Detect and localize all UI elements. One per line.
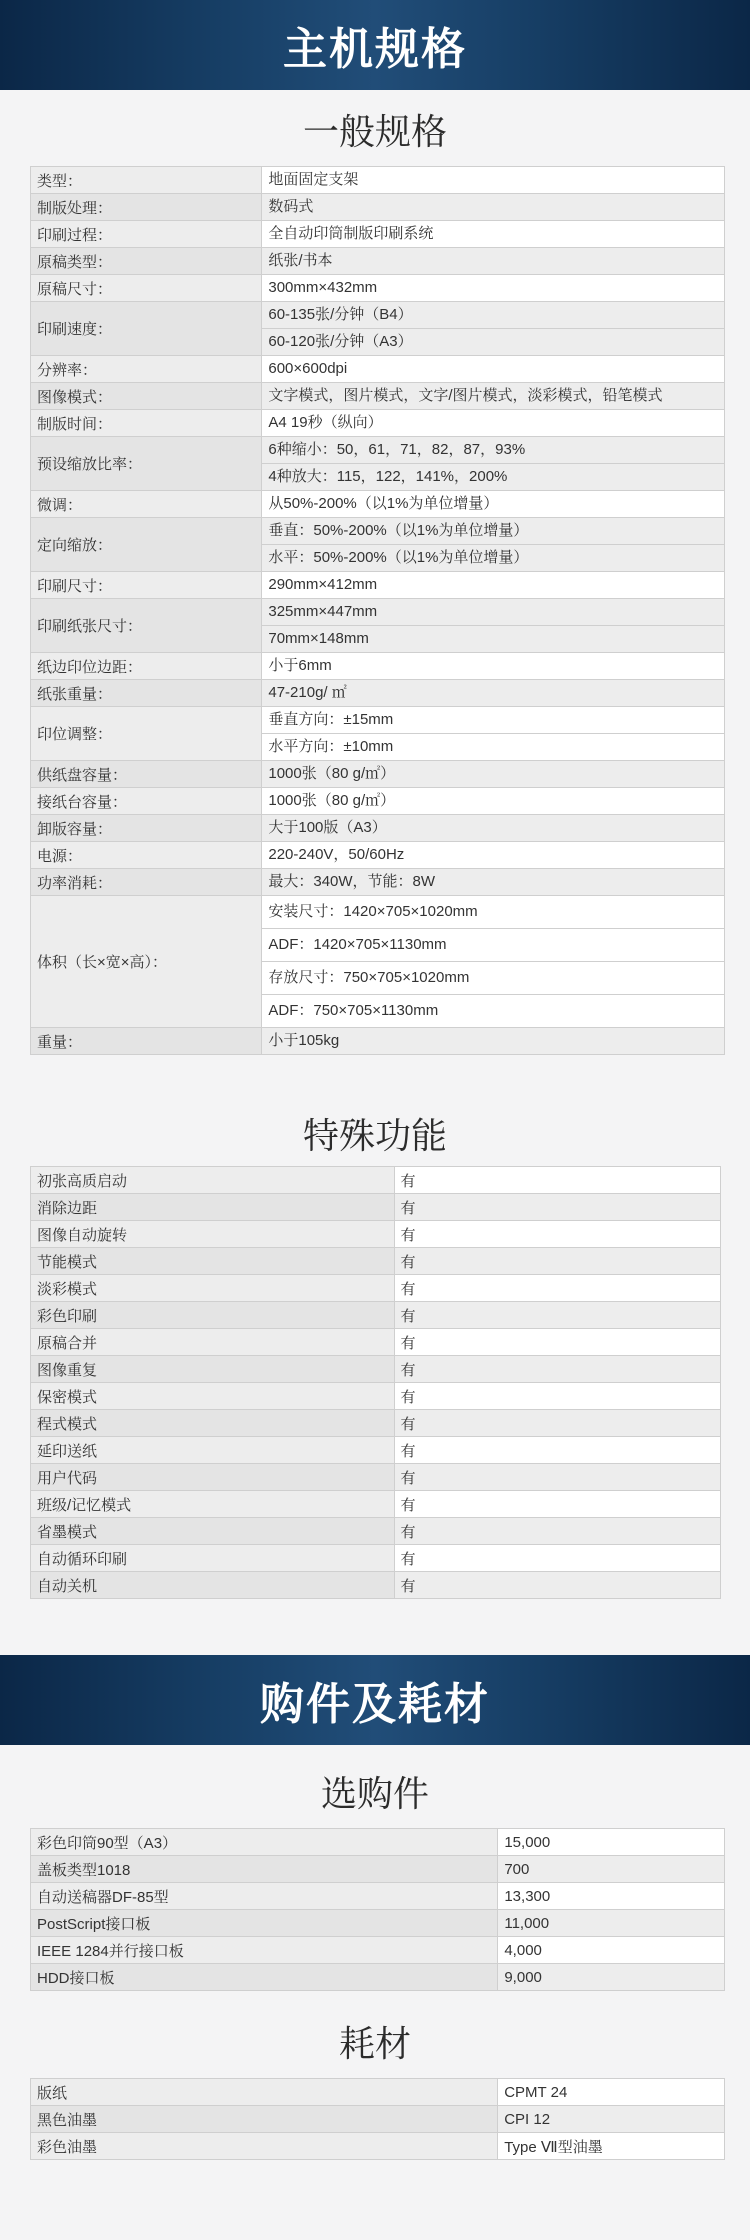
spec-value-cell xyxy=(262,518,725,572)
main-spec-banner xyxy=(0,0,750,90)
special-function-row-label: 自动循环印刷 xyxy=(31,1545,395,1572)
option-row-label: HDD接口板 xyxy=(31,1964,498,1991)
option-row-label: PostScript接口板 xyxy=(31,1910,498,1937)
spec-value-cell xyxy=(262,680,725,707)
spec-value: 垂直：50%-200%（以1%为单位增量） xyxy=(268,522,529,539)
special-function-row-value: 有 xyxy=(394,1221,720,1248)
spec-row xyxy=(31,248,725,275)
spec-value: 1000张（80 g/㎡） xyxy=(268,765,396,782)
spec-value: 数码式 xyxy=(268,198,314,215)
special-function-row-label: 班级/记忆模式 xyxy=(31,1491,395,1518)
spec-value: 325mm×447mm xyxy=(268,603,378,620)
special-function-row xyxy=(31,1167,721,1194)
spec-row xyxy=(31,572,725,599)
spec-value-cell xyxy=(262,653,725,680)
option-row xyxy=(31,1910,725,1937)
spec-value: 纸张/书本 xyxy=(268,252,333,269)
spec-row xyxy=(31,194,725,221)
special-function-row-label: 原稿合并 xyxy=(31,1329,395,1356)
spec-label: 预设缩放比率： xyxy=(31,437,262,491)
spec-value-cell xyxy=(262,356,725,383)
consumable-row-value: CPI 12 xyxy=(498,2106,725,2133)
special-function-row-label: 淡彩模式 xyxy=(31,1275,395,1302)
spec-value: A4 19秒（纵向） xyxy=(268,414,383,431)
special-function-row-value: 有 xyxy=(394,1329,720,1356)
consumables-title: 耗材 xyxy=(338,2024,411,2065)
spec-value-cell xyxy=(262,437,725,491)
special-function-row xyxy=(31,1491,721,1518)
special-function-row-label: 延印送纸 xyxy=(31,1437,395,1464)
special-function-row-value: 有 xyxy=(394,1356,720,1383)
spec-value-cell xyxy=(262,302,725,356)
spec-value-cell xyxy=(262,275,725,302)
special-function-row-label: 消除边距 xyxy=(31,1194,395,1221)
special-function-row xyxy=(31,1275,721,1302)
spec-value: 220-240V，50/60Hz xyxy=(268,846,405,863)
option-row xyxy=(31,1829,725,1856)
spec-value-cell xyxy=(262,761,725,788)
option-row-value: 13,300 xyxy=(498,1883,725,1910)
spec-row xyxy=(31,437,725,491)
spec-value-cell xyxy=(262,707,725,761)
special-function-row-value: 有 xyxy=(394,1464,720,1491)
special-function-row-value: 有 xyxy=(394,1491,720,1518)
spec-value-cell xyxy=(262,410,725,437)
special-function-row xyxy=(31,1356,721,1383)
spec-value: 4种放大：115，122，141%，200% xyxy=(262,463,724,490)
spec-value: 300mm×432mm xyxy=(268,279,378,296)
spec-label: 原稿尺寸： xyxy=(31,275,262,302)
special-function-row-label: 图像重复 xyxy=(31,1356,395,1383)
special-function-row xyxy=(31,1302,721,1329)
spec-row xyxy=(31,167,725,194)
spec-label: 重量： xyxy=(31,1028,262,1055)
special-function-row xyxy=(31,1248,721,1275)
spec-value: 水平方向：±10mm xyxy=(262,733,724,760)
spec-value-cell xyxy=(262,815,725,842)
spec-label: 印刷过程： xyxy=(31,221,262,248)
special-function-row-label: 省墨模式 xyxy=(31,1518,395,1545)
special-function-row-value: 有 xyxy=(394,1302,720,1329)
spec-row xyxy=(31,383,725,410)
option-row xyxy=(31,1856,725,1883)
spec-value: 60-120张/分钟（A3） xyxy=(262,328,724,355)
options-banner-title: 购件及耗材 xyxy=(260,1679,490,1730)
consumables-table xyxy=(30,2078,725,2160)
spec-value: 最大：340W，节能：8W xyxy=(268,873,436,890)
spec-row xyxy=(31,410,725,437)
spec-label: 纸张重量： xyxy=(31,680,262,707)
consumable-row-value: CPMT 24 xyxy=(498,2079,725,2106)
spec-row xyxy=(31,599,725,653)
special-function-row xyxy=(31,1194,721,1221)
spec-value: 存放尺寸：750×705×1020mm xyxy=(262,961,724,994)
spec-row xyxy=(31,761,725,788)
spec-label: 原稿类型： xyxy=(31,248,262,275)
spec-row xyxy=(31,302,725,356)
spec-value: ADF：750×705×1130mm xyxy=(262,994,724,1027)
spec-label: 电源： xyxy=(31,842,262,869)
spec-label: 印刷纸张尺寸： xyxy=(31,599,262,653)
consumable-row-label: 彩色油墨 xyxy=(31,2133,498,2160)
special-function-row-label: 图像自动旋转 xyxy=(31,1221,395,1248)
special-function-row xyxy=(31,1572,721,1599)
spec-row xyxy=(31,356,725,383)
spec-row xyxy=(31,491,725,518)
special-function-row xyxy=(31,1221,721,1248)
option-row-value: 9,000 xyxy=(498,1964,725,1991)
special-function-row-value: 有 xyxy=(394,1518,720,1545)
spec-value-cell xyxy=(262,194,725,221)
spec-label: 图像模式： xyxy=(31,383,262,410)
spec-label: 制版时间： xyxy=(31,410,262,437)
spec-value: 1000张（80 g/㎡） xyxy=(268,792,396,809)
spec-value: 47-210g/ ㎡ xyxy=(268,684,347,701)
special-function-row-value: 有 xyxy=(394,1437,720,1464)
special-function-row xyxy=(31,1410,721,1437)
special-function-row-value: 有 xyxy=(394,1194,720,1221)
spec-value: 70mm×148mm xyxy=(262,625,724,652)
option-row-value: 11,000 xyxy=(498,1910,725,1937)
spec-row xyxy=(31,788,725,815)
spec-row xyxy=(31,275,725,302)
special-function-row-label: 初张高质启动 xyxy=(31,1167,395,1194)
special-function-row-value: 有 xyxy=(394,1572,720,1599)
spec-value-cell xyxy=(262,248,725,275)
spec-label: 印刷速度： xyxy=(31,302,262,356)
special-function-row-label: 彩色印刷 xyxy=(31,1302,395,1329)
special-function-row xyxy=(31,1464,721,1491)
special-function-row-value: 有 xyxy=(394,1410,720,1437)
option-row xyxy=(31,1964,725,1991)
spec-row xyxy=(31,653,725,680)
special-function-table xyxy=(30,1166,721,1599)
special-function-row-value: 有 xyxy=(394,1275,720,1302)
spec-value-cell xyxy=(262,167,725,194)
spec-label: 印刷尺寸： xyxy=(31,572,262,599)
spec-label: 功率消耗： xyxy=(31,869,262,896)
spec-value: 小于6mm xyxy=(268,657,332,674)
spec-value: 垂直方向：±15mm xyxy=(268,711,394,728)
consumable-row xyxy=(31,2133,725,2160)
spec-row xyxy=(31,869,725,896)
spec-value: 290mm×412mm xyxy=(268,576,378,593)
special-function-row-label: 自动关机 xyxy=(31,1572,395,1599)
spec-row xyxy=(31,680,725,707)
special-function-row xyxy=(31,1383,721,1410)
options-title: 选购件 xyxy=(320,1774,429,1815)
option-row-label: 自动送稿器DF-85型 xyxy=(31,1883,498,1910)
consumable-row xyxy=(31,2106,725,2133)
spec-value-cell xyxy=(262,491,725,518)
spec-row xyxy=(31,1028,725,1055)
special-function-row-value: 有 xyxy=(394,1383,720,1410)
spec-label: 供纸盘容量： xyxy=(31,761,262,788)
special-function-row-value: 有 xyxy=(394,1545,720,1572)
spec-label: 卸版容量： xyxy=(31,815,262,842)
option-row-value: 4,000 xyxy=(498,1937,725,1964)
consumable-row-label: 版纸 xyxy=(31,2079,498,2106)
spec-value: 600×600dpi xyxy=(268,360,348,377)
spec-value-cell xyxy=(262,869,725,896)
consumable-row xyxy=(31,2079,725,2106)
spec-label: 微调： xyxy=(31,491,262,518)
spec-label: 纸边印位边距： xyxy=(31,653,262,680)
special-function-title: 特殊功能 xyxy=(302,1116,447,1157)
special-function-row-value: 有 xyxy=(394,1248,720,1275)
spec-label: 印位调整： xyxy=(31,707,262,761)
spec-label: 制版处理： xyxy=(31,194,262,221)
spec-value-cell xyxy=(262,572,725,599)
spec-value-cell xyxy=(262,599,725,653)
option-row-label: 彩色印筒90型（A3） xyxy=(31,1829,498,1856)
consumable-row-value: Type Ⅶ型油墨 xyxy=(498,2133,725,2160)
spec-value-cell xyxy=(262,842,725,869)
spec-label: 定向缩放： xyxy=(31,518,262,572)
special-function-row-label: 保密模式 xyxy=(31,1383,395,1410)
spec-value: 文字模式，图片模式，文字/图片模式，淡彩模式，铅笔模式 xyxy=(268,387,663,404)
spec-value-cell xyxy=(262,896,725,1028)
special-function-row-label: 用户代码 xyxy=(31,1464,395,1491)
spec-row xyxy=(31,707,725,761)
options-table xyxy=(30,1828,725,1991)
option-row xyxy=(31,1937,725,1964)
option-row-value: 700 xyxy=(498,1856,725,1883)
spec-value: 大于100版（A3） xyxy=(268,819,387,836)
special-function-row xyxy=(31,1545,721,1572)
special-function-row xyxy=(31,1329,721,1356)
option-row xyxy=(31,1883,725,1910)
special-function-row xyxy=(31,1437,721,1464)
spec-label: 接纸台容量： xyxy=(31,788,262,815)
spec-row xyxy=(31,842,725,869)
spec-value: ADF：1420×705×1130mm xyxy=(262,928,724,961)
spec-label: 类型： xyxy=(31,167,262,194)
general-spec-title: 一般规格 xyxy=(302,112,447,153)
spec-value: 60-135张/分钟（B4） xyxy=(268,306,413,323)
options-banner xyxy=(0,1655,750,1745)
spec-row xyxy=(31,518,725,572)
spec-value: 小于105kg xyxy=(268,1032,340,1049)
spec-value: 安装尺寸：1420×705×1020mm xyxy=(268,903,478,920)
spec-value-cell xyxy=(262,1028,725,1055)
special-function-row-value: 有 xyxy=(394,1167,720,1194)
general-spec-table xyxy=(30,166,725,1055)
spec-value-cell xyxy=(262,383,725,410)
special-function-row-label: 程式模式 xyxy=(31,1410,395,1437)
main-spec-banner-title: 主机规格 xyxy=(283,24,467,75)
spec-value: 从50%-200%（以1%为单位增量） xyxy=(268,495,499,512)
option-row-label: IEEE 1284并行接口板 xyxy=(31,1937,498,1964)
option-row-value: 15,000 xyxy=(498,1829,725,1856)
consumable-row-label: 黑色油墨 xyxy=(31,2106,498,2133)
spec-row xyxy=(31,815,725,842)
spec-value: 6种缩小：50，61，71，82，87，93% xyxy=(268,441,526,458)
spec-value: 全自动印筒制版印刷系统 xyxy=(268,225,434,242)
special-function-row-label: 节能模式 xyxy=(31,1248,395,1275)
spec-row xyxy=(31,221,725,248)
spec-label: 体积（长×宽×高）： xyxy=(31,896,262,1028)
spec-value: 水平：50%-200%（以1%为单位增量） xyxy=(262,544,724,571)
special-function-row xyxy=(31,1518,721,1545)
option-row-label: 盖板类型1018 xyxy=(31,1856,498,1883)
spec-value-cell xyxy=(262,788,725,815)
spec-row xyxy=(31,896,725,1028)
spec-value-cell xyxy=(262,221,725,248)
spec-value: 地面固定支架 xyxy=(268,171,359,188)
spec-label: 分辨率： xyxy=(31,356,262,383)
